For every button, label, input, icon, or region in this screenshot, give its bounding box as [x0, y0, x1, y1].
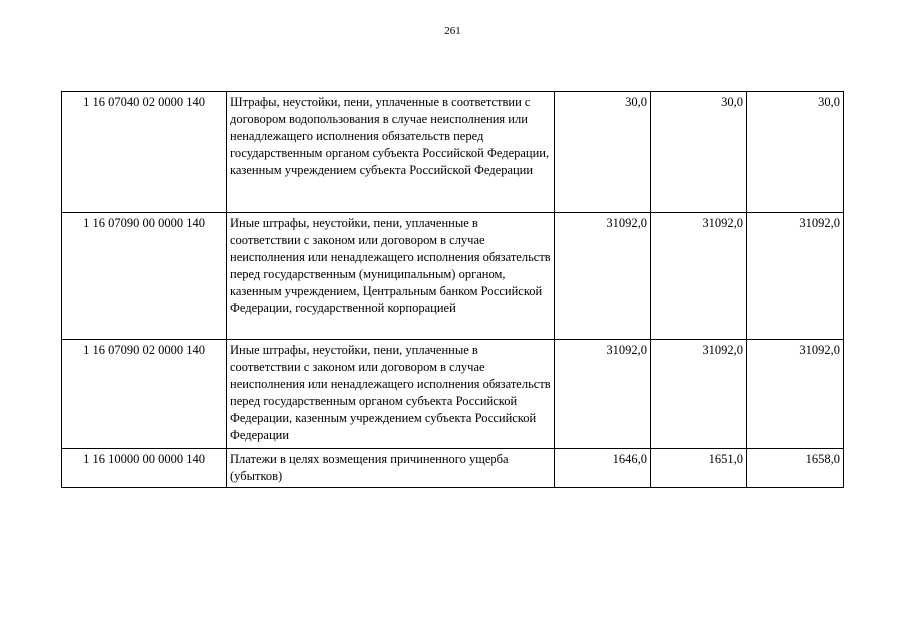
- value-cell: 31092,0: [747, 213, 844, 340]
- value-cell: 31092,0: [651, 340, 747, 449]
- value-cell: 31092,0: [651, 213, 747, 340]
- table-row: [62, 340, 844, 449]
- page-number: 261: [444, 25, 461, 37]
- value-cell: 30,0: [555, 92, 651, 213]
- table-row: [62, 449, 844, 488]
- revenue-code: 1 16 10000 00 0000 140: [62, 449, 227, 488]
- revenue-code: 1 16 07090 02 0000 140: [62, 340, 227, 449]
- revenue-description: Платежи в целях возмещения причиненного ущерба (убытков): [227, 449, 555, 488]
- revenue-description: Иные штрафы, неустойки, пени, уплаченные в соответствии с законом или договором в случае неисполнения или ненадлежащего исполнения обязательств перед государственным (муниципальным) органом, казенным учреждением, Центральным банком Российской Федерации, государственной корпорацией: [227, 213, 555, 340]
- value-cell: 1646,0: [555, 449, 651, 488]
- revenue-code: 1 16 07090 00 0000 140: [62, 213, 227, 340]
- value-cell: 31092,0: [747, 340, 844, 449]
- revenue-code: 1 16 07040 02 0000 140: [62, 92, 227, 213]
- value-cell: 1651,0: [651, 449, 747, 488]
- value-cell: 30,0: [651, 92, 747, 213]
- value-cell: 31092,0: [555, 340, 651, 449]
- table-row: [62, 213, 844, 340]
- value-cell: 1658,0: [747, 449, 844, 488]
- table-row: [62, 92, 844, 213]
- revenue-description: Иные штрафы, неустойки, пени, уплаченные в соответствии с законом или договором в случае неисполнения или ненадлежащего исполнения обязательств перед государственным органом субъекта Российской Федерации, казенным учреждением субъекта Российской Федерации: [227, 340, 555, 449]
- value-cell: 31092,0: [555, 213, 651, 340]
- revenue-description: Штрафы, неустойки, пени, уплаченные в соответствии с договором водопользования в случае неисполнения или ненадлежащего исполнения обязательств перед государственным органом субъекта Российской Федерации, казенным учреждением субъекта Российской Федерации: [227, 92, 555, 213]
- budget-table: [61, 91, 844, 488]
- value-cell: 30,0: [747, 92, 844, 213]
